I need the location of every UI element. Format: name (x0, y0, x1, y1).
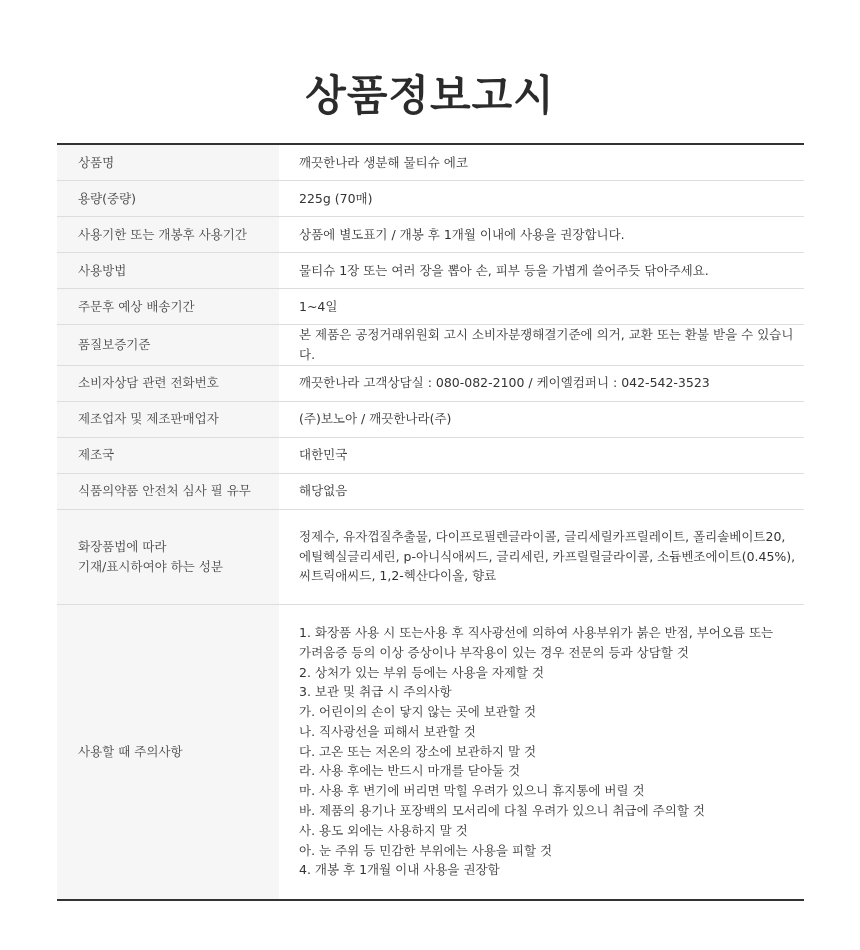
row-capacity (57, 181, 804, 217)
caution-line: 라. 사용 후에는 반드시 마개를 닫아둘 것 (299, 763, 521, 779)
row-label: 사용방법 (57, 253, 279, 289)
caution-line: 아. 눈 주위 등 민감한 부위에는 사용을 피할 것 (299, 842, 553, 858)
caution-line: 2. 상처가 있는 부위 등에는 사용을 자제할 것 (299, 664, 545, 680)
row-value (279, 509, 804, 604)
row-product-name (57, 144, 804, 181)
row-cautions (57, 604, 804, 900)
product-info-table (57, 143, 804, 901)
row-label: 사용기한 또는 개봉후 사용기간 (57, 217, 279, 253)
row-quality (57, 325, 804, 366)
ingredient-line: 씨트릭애씨드, 1,2-헥산다이올, 향료 (299, 568, 497, 584)
row-value: 상품에 별도표기 / 개봉 후 1개월 이내에 사용을 권장합니다. (279, 217, 804, 253)
row-value (279, 604, 804, 900)
row-usage (57, 253, 804, 289)
caution-line: 사. 용도 외에는 사용하지 말 것 (299, 822, 468, 838)
page-title: 상품정보고시 (305, 71, 555, 121)
row-value: 해당없음 (279, 473, 804, 509)
caution-line: 바. 제품의 용기나 포장백의 모서리에 다칠 우려가 있으니 취급에 주의할 것 (299, 803, 705, 819)
row-manufacturer (57, 401, 804, 437)
caution-line: 가. 어린이의 손이 닿지 않는 곳에 보관할 것 (299, 704, 537, 720)
caution-line: 마. 사용 후 변기에 버리면 막힐 우려가 있으니 휴지통에 버릴 것 (299, 783, 645, 799)
row-label: 제조국 (57, 437, 279, 473)
row-label: 주문후 예상 배송기간 (57, 289, 279, 325)
row-label: 용량(중량) (57, 181, 279, 217)
row-value: (주)보노아 / 깨끗한나라(주) (279, 401, 804, 437)
row-delivery (57, 289, 804, 325)
caution-line: 1. 화장품 사용 시 또는사용 후 직사광선에 의하여 사용부위가 붉은 반점, 부어오름 또는 (299, 624, 774, 640)
row-review (57, 473, 804, 509)
row-label: 사용할 때 주의사항 (57, 604, 279, 900)
row-contact (57, 365, 804, 401)
row-value: 본 제품은 공정거래위원회 고시 소비자분쟁해결기준에 의거, 교환 또는 환불 받을 수 있습니다. (279, 325, 804, 366)
row-label: 품질보증기준 (57, 325, 279, 366)
row-value: 깨끗한나라 고객상담실 : 080-082-2100 / 케이엘컴퍼니 : 042-542-3523 (279, 365, 804, 401)
row-label (57, 509, 279, 604)
row-label: 상품명 (57, 144, 279, 181)
label-line: 기재/표시하여야 하는 성분 (78, 558, 223, 574)
caution-line: 나. 직사광선을 피해서 보관할 것 (299, 723, 476, 739)
row-expiry (57, 217, 804, 253)
caution-line: 3. 보관 및 취급 시 주의사항 (299, 684, 452, 700)
row-country (57, 437, 804, 473)
label-line: 화장품법에 따라 (78, 538, 167, 554)
caution-line: 4. 개봉 후 1개월 이내 사용을 권장함 (299, 862, 500, 878)
row-value: 대한민국 (279, 437, 804, 473)
caution-line: 가려움증 등의 이상 증상이나 부작용이 있는 경우 전문의 등과 상담할 것 (299, 644, 689, 660)
row-label: 소비자상담 관련 전화번호 (57, 365, 279, 401)
ingredient-line: 에틸헥실글리세린, p-아니식애씨드, 글리세린, 카프릴릴글라이콜, 소듐벤조에이트(0.45%), (299, 548, 796, 564)
row-label: 식품의약품 안전처 심사 필 유무 (57, 473, 279, 509)
caution-line: 다. 고온 또는 저온의 장소에 보관하지 말 것 (299, 743, 537, 759)
row-value: 225g (70매) (279, 181, 804, 217)
row-label: 제조업자 및 제조판매업자 (57, 401, 279, 437)
row-value: 깨끗한나라 생분해 물티슈 에코 (279, 144, 804, 181)
row-value: 물티슈 1장 또는 여러 장을 뽑아 손, 피부 등을 가볍게 쓸어주듯 닦아주세요. (279, 253, 804, 289)
row-ingredients (57, 509, 804, 604)
row-value: 1~4일 (279, 289, 804, 325)
ingredient-line: 정제수, 유자껍질추출물, 다이프로필렌글라이콜, 글리세릴카프릴레이트, 폴리솔베이트20, (299, 528, 786, 544)
